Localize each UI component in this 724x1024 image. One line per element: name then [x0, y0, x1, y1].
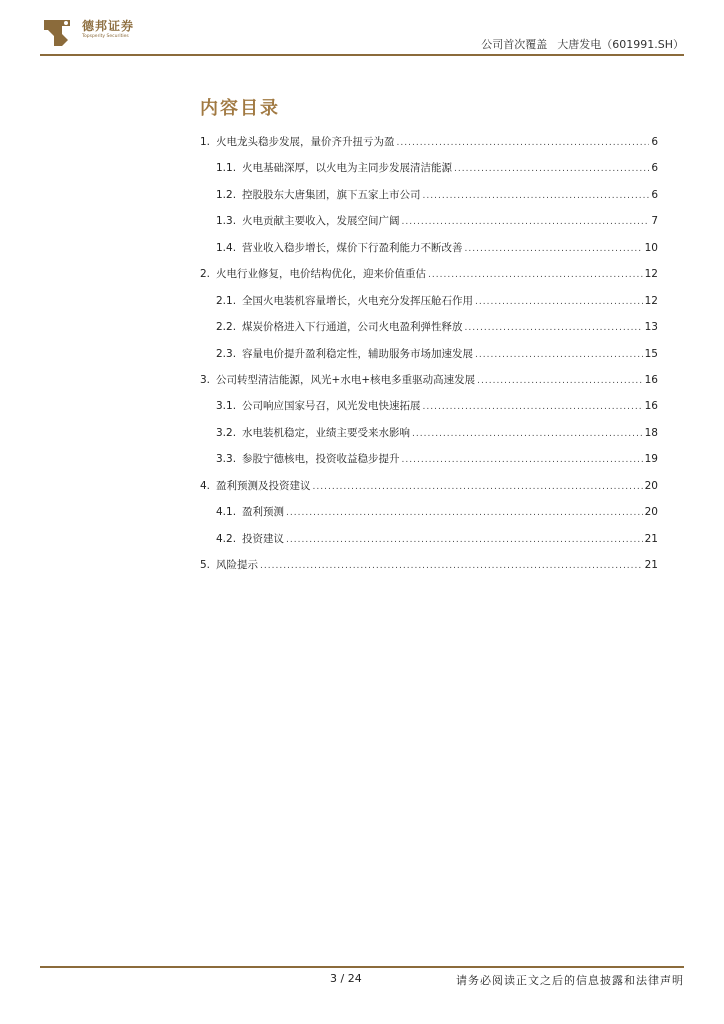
- toc-leader-dots: [465, 244, 643, 254]
- toc-entry-text: 水电装机稳定，业绩主要受来水影响: [242, 426, 411, 439]
- toc-leader-dots: [402, 217, 650, 227]
- toc-entry-page: 12: [644, 294, 658, 307]
- toc-entry[interactable]: [200, 319, 658, 345]
- toc-entry-page: 7: [651, 215, 658, 228]
- toc-leader-dots: [402, 455, 643, 465]
- toc-entry-text: 营业收入稳步增长，煤价下行盈利能力不断改善: [242, 241, 463, 254]
- toc-entry-page: 12: [644, 268, 658, 281]
- toc-entry-text: 煤炭价格进入下行通道，公司火电盈利弹性释放: [242, 321, 463, 334]
- toc-entry-text: 盈利预测及投资建议: [216, 479, 311, 492]
- toc-title: 内容目录: [200, 98, 280, 119]
- toc-entry-number: 5.: [200, 559, 211, 571]
- toc-entry-page: 18: [644, 426, 658, 439]
- toc-entry-text: 投资建议: [242, 532, 285, 545]
- toc-entry-number: 1.3.: [216, 215, 237, 228]
- toc-entry-page: 19: [644, 453, 658, 466]
- toc-entry[interactable]: [200, 346, 658, 372]
- toc-entry-number: 4.1.: [216, 506, 237, 519]
- toc-leader-dots: [397, 138, 650, 148]
- toc-entry-text: 控股股东大唐集团，旗下五家上市公司: [242, 188, 421, 201]
- toc-entry-number: 1.1.: [216, 162, 237, 175]
- toc-entry[interactable]: [200, 504, 658, 530]
- toc-leader-dots: [465, 323, 643, 333]
- toc-entry-page: 13: [644, 321, 658, 334]
- toc-entry-page: 10: [644, 241, 658, 254]
- brand-logo-icon: [40, 14, 76, 50]
- report-header-info: [481, 36, 684, 52]
- toc-leader-dots: [286, 508, 643, 518]
- toc-leader-dots: [475, 297, 643, 307]
- toc-entry-text: 公司转型清洁能源，风光+水电+核电多重驱动高速发展: [216, 373, 476, 386]
- toc-entry-number: 3.1.: [216, 400, 237, 413]
- toc-entry-page: 21: [644, 532, 658, 545]
- toc-entry-number: 1.: [200, 136, 211, 148]
- brand-name-cn: 德邦证券: [82, 19, 135, 33]
- toc-entry[interactable]: [200, 425, 658, 451]
- toc-entry-text: 公司响应国家号召，风光发电快速拓展: [242, 400, 421, 413]
- toc-entry-text: 容量电价提升盈利稳定性，辅助服务市场加速发展: [242, 347, 474, 360]
- toc-entry-page: 16: [644, 400, 658, 413]
- toc-entry-text: 全国火电装机容量增长，火电充分发挥压舱石作用: [242, 294, 474, 307]
- page-number: 3 / 24: [330, 972, 362, 985]
- toc-entry-number: 2.3.: [216, 347, 237, 360]
- toc-entry[interactable]: [200, 398, 658, 424]
- toc-leader-dots: [313, 482, 643, 492]
- toc-entry-number: 2.1.: [216, 294, 237, 307]
- toc-leader-dots: [286, 535, 643, 545]
- toc-entry-text: 火电贡献主要收入，发展空间广阔: [242, 215, 400, 228]
- toc-entry[interactable]: [200, 134, 658, 160]
- toc-entry-number: 3.2.: [216, 426, 237, 439]
- toc-entry[interactable]: [200, 160, 658, 186]
- toc-entry[interactable]: [200, 531, 658, 557]
- toc-entry-number: 2.: [200, 268, 211, 281]
- toc-entry-text: 火电龙头稳步发展，量价齐升扭亏为盈: [216, 136, 395, 148]
- toc-entry[interactable]: [200, 213, 658, 239]
- toc-entry-page: 20: [644, 506, 658, 519]
- toc-entry-number: 3.3.: [216, 453, 237, 466]
- toc-entry-number: 1.2.: [216, 188, 237, 201]
- report-type: 公司首次覆盖: [481, 38, 548, 51]
- toc-entry-page: 16: [644, 373, 658, 386]
- toc-entry[interactable]: [200, 293, 658, 319]
- toc-entry-text: 火电行业修复，电价结构优化，迎来价值重估: [216, 268, 427, 281]
- toc-leader-dots: [454, 164, 649, 174]
- toc-entry[interactable]: [200, 478, 658, 504]
- toc-entry-page: 21: [644, 559, 658, 571]
- toc-leader-dots: [475, 350, 643, 360]
- toc-entry[interactable]: [200, 240, 658, 266]
- disclaimer-note: 请务必阅读正文之后的信息披露和法律声明: [456, 974, 684, 987]
- toc-entry[interactable]: [200, 451, 658, 477]
- toc-entry-text: 风险提示: [216, 559, 259, 571]
- toc-entry-number: 1.4.: [216, 241, 237, 254]
- toc-leader-dots: [423, 191, 650, 201]
- table-of-contents: [200, 134, 658, 583]
- toc-entry[interactable]: [200, 266, 658, 292]
- toc-entry[interactable]: [200, 372, 658, 398]
- toc-entry[interactable]: [200, 187, 658, 213]
- toc-entry-page: 20: [644, 479, 658, 492]
- footer-divider: [40, 966, 684, 968]
- toc-entry-number: 4.2.: [216, 532, 237, 545]
- toc-leader-dots: [423, 402, 643, 412]
- toc-entry[interactable]: [200, 557, 658, 583]
- toc-leader-dots: [260, 561, 643, 571]
- toc-entry-page: 6: [651, 136, 658, 148]
- toc-entry-number: 2.2.: [216, 321, 237, 334]
- toc-entry-number: 3.: [200, 373, 211, 386]
- toc-entry-text: 火电基础深厚，以火电为主同步发展清洁能源: [242, 162, 453, 175]
- toc-leader-dots: [428, 270, 643, 280]
- page-header: [40, 14, 684, 54]
- toc-entry-text: 参股宁德核电，投资收益稳步提升: [242, 453, 400, 466]
- toc-entry-page: 15: [644, 347, 658, 360]
- toc-entry-page: 6: [651, 188, 658, 201]
- toc-entry-page: 6: [651, 162, 658, 175]
- brand-name-en: Topsperity Securities: [82, 34, 129, 39]
- company-ticker: 大唐发电（601991.SH）: [557, 38, 684, 51]
- header-divider: [40, 54, 684, 56]
- toc-leader-dots: [412, 429, 643, 439]
- toc-entry-number: 4.: [200, 479, 211, 492]
- toc-entry-text: 盈利预测: [242, 506, 285, 519]
- toc-leader-dots: [477, 376, 642, 386]
